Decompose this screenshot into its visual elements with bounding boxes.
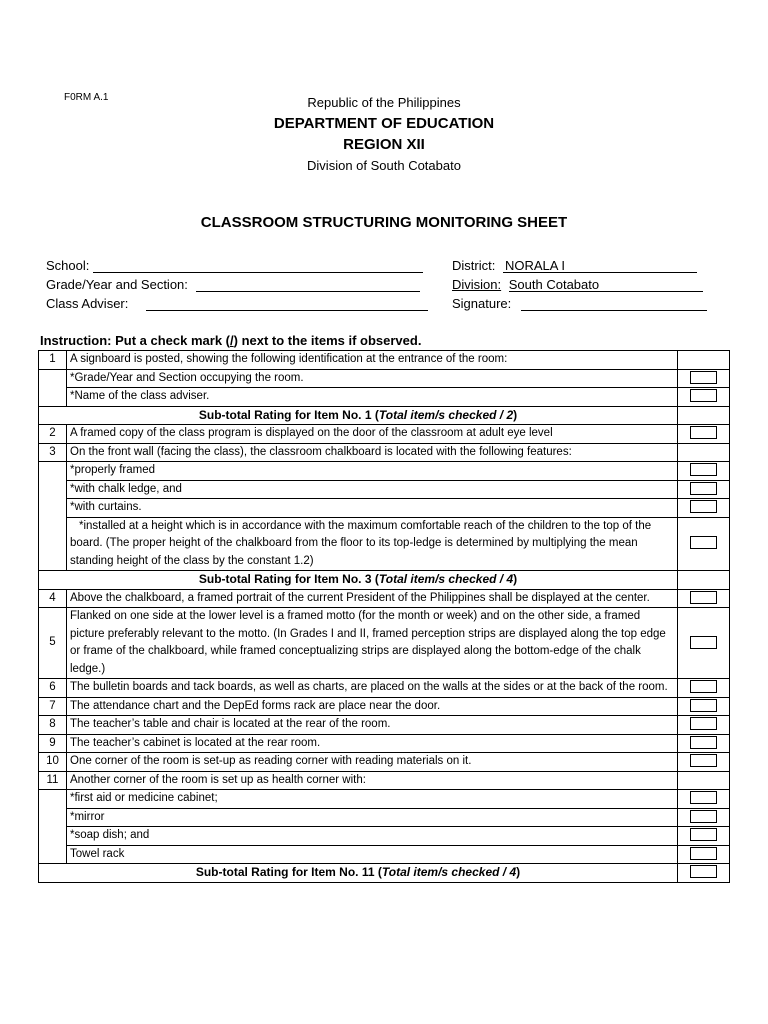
item-number: 4 — [39, 589, 67, 608]
item-text: A signboard is posted, showing the following identification at the entrance of the room: — [67, 351, 678, 370]
check-cell — [678, 827, 730, 846]
grade-input-line[interactable] — [196, 277, 420, 292]
table-row — [39, 443, 730, 462]
item-text: Another corner of the room is set up as health corner with: — [67, 771, 678, 790]
subtotal-close: ) — [513, 407, 518, 422]
school-label: School: — [46, 258, 90, 273]
sheet-title: CLASSROOM STRUCTURING MONITORING SHEET — [200, 214, 568, 231]
check-cell — [678, 697, 730, 716]
subtotal-formula: Total item/s checked / 4 — [378, 572, 514, 586]
item-number: 10 — [39, 753, 67, 772]
checkbox[interactable] — [690, 736, 717, 749]
table-row — [39, 517, 730, 571]
item-text: The bulletin boards and tack boards, as well as charts, are placed on the walls at the sides or at the back of the room. — [67, 679, 678, 698]
checkbox[interactable] — [690, 754, 717, 767]
form-code: F0RM A.1 — [64, 92, 109, 103]
division-label: Division: — [452, 277, 502, 292]
table-row — [39, 808, 730, 827]
checkbox[interactable] — [690, 591, 717, 604]
subtotal-text — [39, 406, 678, 425]
table-row — [39, 753, 730, 772]
checkbox[interactable] — [690, 463, 717, 476]
signature-field — [452, 296, 707, 311]
item-number: 5 — [39, 608, 67, 679]
checkbox[interactable] — [690, 371, 717, 384]
table-row — [39, 462, 730, 481]
item-text: On the front wall (facing the class), the classroom chalkboard is located with the following features: — [67, 443, 678, 462]
check-cell — [678, 864, 730, 883]
item-number: 7 — [39, 697, 67, 716]
subtotal-formula: Total item/s checked / 4 — [381, 865, 517, 879]
subtotal-row — [39, 406, 730, 425]
item-number: 3 — [39, 443, 67, 462]
checkbox[interactable] — [690, 482, 717, 495]
checkbox[interactable] — [690, 636, 717, 649]
check-cell — [678, 771, 730, 790]
monitoring-table — [38, 350, 730, 883]
item-number: 2 — [39, 425, 67, 444]
table-row — [39, 369, 730, 388]
check-mark-symbol: / — [230, 333, 234, 348]
checkbox[interactable] — [690, 828, 717, 841]
item-number-blank — [39, 462, 67, 571]
table-row — [39, 589, 730, 608]
subitem-text: Towel rack — [67, 845, 678, 864]
item-number: 8 — [39, 716, 67, 735]
school-input-line[interactable] — [93, 258, 423, 273]
checkbox[interactable] — [690, 865, 717, 878]
table-row — [39, 771, 730, 790]
check-cell — [678, 499, 730, 518]
check-cell — [678, 571, 730, 590]
school-field — [46, 258, 423, 273]
check-cell — [678, 462, 730, 481]
item-number-blank — [39, 369, 67, 406]
check-cell — [678, 443, 730, 462]
division-value: South Cotabato — [508, 277, 600, 292]
table-row — [39, 716, 730, 735]
district-input-line[interactable] — [503, 258, 697, 273]
item-text: The teacher’s cabinet is located at the rear room. — [67, 734, 678, 753]
table-row — [39, 608, 730, 679]
item-text: One corner of the room is set-up as reading corner with reading materials on it. — [67, 753, 678, 772]
check-cell — [678, 845, 730, 864]
check-cell — [678, 679, 730, 698]
table-row — [39, 827, 730, 846]
checkbox[interactable] — [690, 426, 717, 439]
division-field — [452, 277, 703, 292]
table-row — [39, 351, 730, 370]
adviser-input-line[interactable] — [146, 296, 428, 311]
checkbox[interactable] — [690, 536, 717, 549]
table-row — [39, 388, 730, 407]
grade-label: Grade/Year and Section: — [46, 277, 188, 292]
table-row — [39, 679, 730, 698]
subitem-text: *installed at a height which is in accordance with the maximum comfortable reach of the children to the top of the board. (The proper height of the chalkboard from the floor to its top-ledge is determined by multiplying the mean standing height of the class by the constant 1.2) — [67, 517, 678, 571]
check-cell — [678, 351, 730, 370]
subitem-text: *properly framed — [67, 462, 678, 481]
check-cell — [678, 790, 730, 809]
checkbox[interactable] — [690, 791, 717, 804]
table-row — [39, 790, 730, 809]
adviser-field — [46, 296, 428, 311]
subtotal-label: Sub-total Rating for Item No. 1 ( — [198, 407, 379, 422]
grade-field — [46, 277, 420, 292]
item-text: Flanked on one side at the lower level is a framed motto (for the month or week) and on the other side, a framed picture preferably relevant to the motto. (In Grades I and II, framed perception strips are displayed along the top edge or frame of the chalkboard, while framed conceptualizing strips are displayed along the bottom-edge of the chalk ledge.) — [67, 608, 678, 679]
check-cell — [678, 716, 730, 735]
check-cell — [678, 425, 730, 444]
district-field — [452, 258, 697, 273]
instruction-before: Instruction: Put a check mark ( — [40, 333, 230, 348]
subtotal-label: Sub-total Rating for Item No. 3 ( — [198, 572, 379, 586]
checkbox[interactable] — [690, 717, 717, 730]
signature-input-line[interactable] — [521, 296, 707, 311]
subtotal-row — [39, 864, 730, 883]
signature-label: Signature: — [452, 296, 512, 311]
item-text: The attendance chart and the DepEd forms rack are place near the door. — [67, 697, 678, 716]
table-row — [39, 845, 730, 864]
checkbox[interactable] — [690, 680, 717, 693]
item-number: 11 — [39, 771, 67, 790]
district-value: NORALA I — [504, 258, 565, 273]
table-row — [39, 499, 730, 518]
subtotal-close: ) — [516, 865, 521, 879]
region-heading: REGION XII — [343, 136, 425, 153]
check-cell — [678, 753, 730, 772]
item-text: Above the chalkboard, a framed portrait of the current President of the Philippines shall be displayed at the center. — [67, 589, 678, 608]
table-row — [39, 734, 730, 753]
check-cell — [678, 388, 730, 407]
item-number-blank — [39, 790, 67, 864]
subitem-text: *with curtains. — [67, 499, 678, 518]
subtotal-close: ) — [513, 572, 518, 586]
division-heading: Division of South Cotabato — [307, 158, 461, 173]
district-label: District: — [452, 258, 496, 273]
department-heading: DEPARTMENT OF EDUCATION — [273, 115, 495, 132]
subtotal-row — [39, 571, 730, 590]
check-cell — [678, 480, 730, 499]
subtotal-text — [39, 571, 678, 590]
subitem-text: *mirror — [67, 808, 678, 827]
subitem-text: *with chalk ledge, and — [67, 480, 678, 499]
check-cell — [678, 608, 730, 679]
republic-heading: Republic of the Philippines — [307, 95, 461, 110]
item-number: 1 — [39, 351, 67, 370]
instruction-text — [40, 333, 421, 348]
check-cell — [678, 589, 730, 608]
division-input-line[interactable] — [509, 277, 703, 292]
adviser-label: Class Adviser: — [46, 296, 129, 311]
subtotal-formula: Total item/s checked / 2 — [378, 407, 514, 422]
checkbox[interactable] — [690, 847, 717, 860]
item-number: 9 — [39, 734, 67, 753]
table-row — [39, 480, 730, 499]
check-cell — [678, 406, 730, 425]
checkbox[interactable] — [690, 389, 717, 402]
item-text: A framed copy of the class program is displayed on the door of the classroom at adult eye level — [67, 425, 678, 444]
subitem-text: *Grade/Year and Section occupying the room. — [67, 369, 678, 388]
instruction-after: ) next to the items if observed. — [233, 333, 422, 348]
item-number: 6 — [39, 679, 67, 698]
check-cell — [678, 808, 730, 827]
subitem-text: *first aid or medicine cabinet; — [67, 790, 678, 809]
checkbox[interactable] — [690, 699, 717, 712]
check-cell — [678, 517, 730, 571]
checkbox[interactable] — [690, 500, 717, 513]
table-row — [39, 425, 730, 444]
subitem-text: *Name of the class adviser. — [67, 388, 678, 407]
subtotal-text — [39, 864, 678, 883]
item-text: The teacher’s table and chair is located at the rear of the room. — [67, 716, 678, 735]
subitem-text: *soap dish; and — [67, 827, 678, 846]
table-row — [39, 697, 730, 716]
check-cell — [678, 369, 730, 388]
checkbox[interactable] — [690, 810, 717, 823]
subtotal-label: Sub-total Rating for Item No. 11 ( — [195, 865, 382, 879]
check-cell — [678, 734, 730, 753]
